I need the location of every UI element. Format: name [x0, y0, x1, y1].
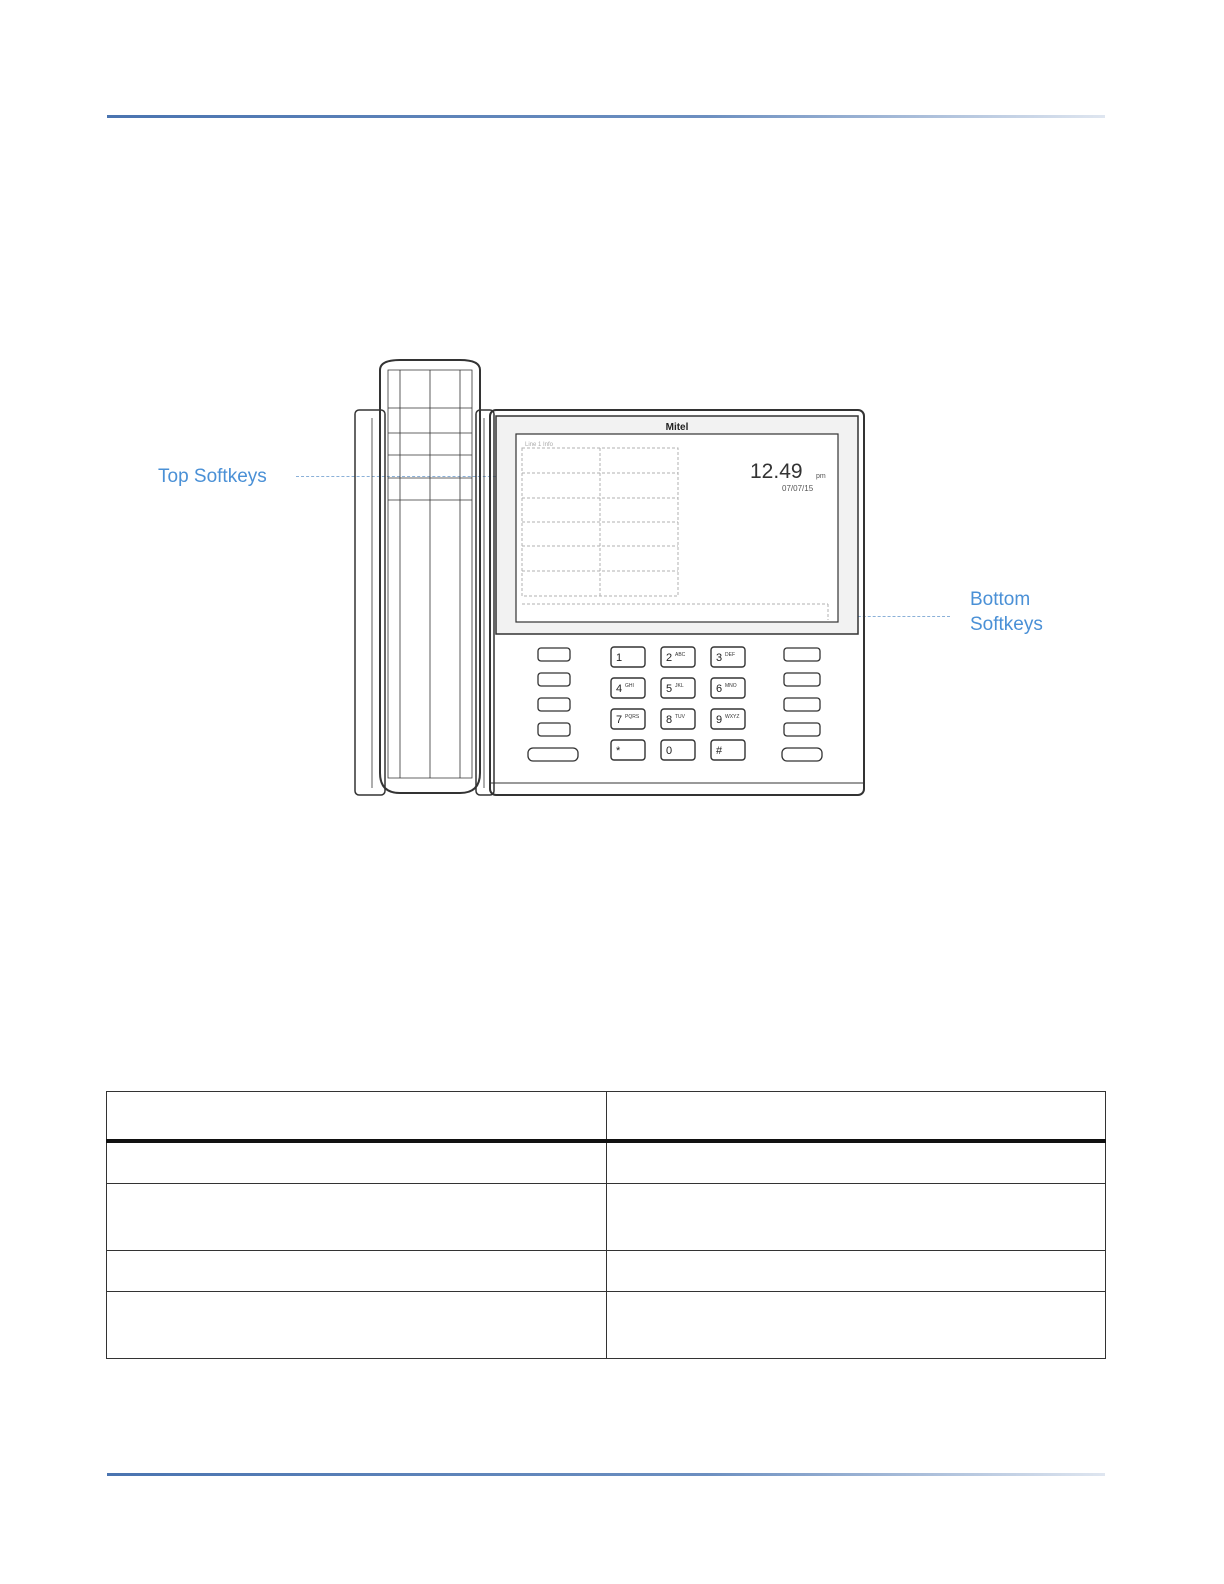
- table-row: [107, 1251, 1106, 1292]
- clock-ampm: pm: [816, 473, 826, 480]
- dialpad-key[interactable]: [611, 709, 645, 729]
- table-cell: [606, 1251, 1106, 1292]
- dialpad-key[interactable]: [711, 678, 745, 698]
- hold-key[interactable]: [784, 698, 820, 711]
- dialpad-key[interactable]: [611, 740, 645, 760]
- dialpad-key-digit: #: [716, 745, 723, 757]
- table-cell: [606, 1184, 1106, 1251]
- bottom-softkeys-callout: [970, 587, 1043, 637]
- table-cell: [107, 1251, 607, 1292]
- table-header-row: [107, 1092, 1106, 1142]
- table-row: [107, 1292, 1106, 1359]
- dialpad-key-digit: 5: [666, 683, 673, 695]
- dialpad-key-letters: GHI: [625, 683, 634, 689]
- dialpad-key-digit: 9: [716, 714, 723, 726]
- conference-key[interactable]: [538, 698, 570, 711]
- table-header-cell: [606, 1092, 1106, 1142]
- table-cell: [606, 1141, 1106, 1184]
- phone-illustration: [350, 358, 870, 803]
- phone-cradle-right: [476, 410, 494, 795]
- dialpad-key[interactable]: [711, 647, 745, 667]
- dialpad-key[interactable]: [661, 740, 695, 760]
- mute-key[interactable]: [784, 723, 820, 736]
- table-cell: [606, 1292, 1106, 1359]
- header-rule: [107, 115, 1105, 118]
- table-cell: [107, 1292, 607, 1359]
- table-cell: [107, 1184, 607, 1251]
- dialpad-key-digit: 4: [616, 683, 623, 695]
- redial-key[interactable]: [784, 673, 820, 686]
- dialpad-key-digit: 1: [616, 652, 623, 664]
- dialpad-key-letters: PQRS: [625, 714, 640, 720]
- footer-rule: [107, 1473, 1105, 1476]
- settings-key[interactable]: [538, 723, 570, 736]
- top-softkeys-label: Top Softkeys: [158, 466, 267, 487]
- dialpad-key[interactable]: [711, 740, 745, 760]
- transfer-key[interactable]: [538, 673, 570, 686]
- clock-time: 12.49: [750, 460, 803, 483]
- dialpad-key-letters: TUV: [675, 714, 685, 720]
- top-softkeys-callout: [158, 464, 267, 489]
- dialpad-key[interactable]: [661, 678, 695, 698]
- dialpad-key-digit: 2: [666, 652, 673, 664]
- dialpad-key-digit: 3: [716, 652, 723, 664]
- dialpad-key-letters: ABC: [675, 652, 686, 658]
- headset-key[interactable]: [538, 648, 570, 661]
- speaker-key[interactable]: [782, 748, 822, 761]
- dialpad-key[interactable]: [661, 709, 695, 729]
- clock-date: 07/07/15: [782, 484, 814, 493]
- dialpad-key[interactable]: [611, 678, 645, 698]
- table-row: [107, 1141, 1106, 1184]
- goodbye-key[interactable]: [784, 648, 820, 661]
- dialpad-key-digit: *: [616, 745, 621, 757]
- dialpad-key-letters: JKL: [675, 683, 684, 689]
- dialpad-key-digit: 6: [716, 683, 723, 695]
- dialpad-key-digit: 7: [616, 714, 623, 726]
- dialpad-key[interactable]: [661, 647, 695, 667]
- table-row: [107, 1184, 1106, 1251]
- dialpad-key-letters: MNO: [725, 683, 737, 689]
- bottom-softkeys-label-line1: Bottom: [970, 589, 1031, 610]
- table-header-cell: [107, 1092, 607, 1142]
- dialpad-key-digit: 0: [666, 745, 673, 757]
- dialpad-key-digit: 8: [666, 714, 673, 726]
- bottom-softkeys-label-line2: Softkeys: [970, 614, 1043, 635]
- dialpad-key[interactable]: [711, 709, 745, 729]
- dialpad-key-letters: DEF: [725, 652, 735, 658]
- dialpad-key[interactable]: [611, 647, 645, 667]
- dialpad-key-letters: WXYZ: [725, 714, 740, 720]
- dialpad: [611, 647, 745, 760]
- table-cell: [107, 1141, 607, 1184]
- volume-key[interactable]: [528, 748, 578, 761]
- spec-table: [106, 1091, 1106, 1359]
- brand-logo: Mitel: [665, 422, 689, 433]
- screen-header-text: Line 1 Info: [525, 442, 554, 448]
